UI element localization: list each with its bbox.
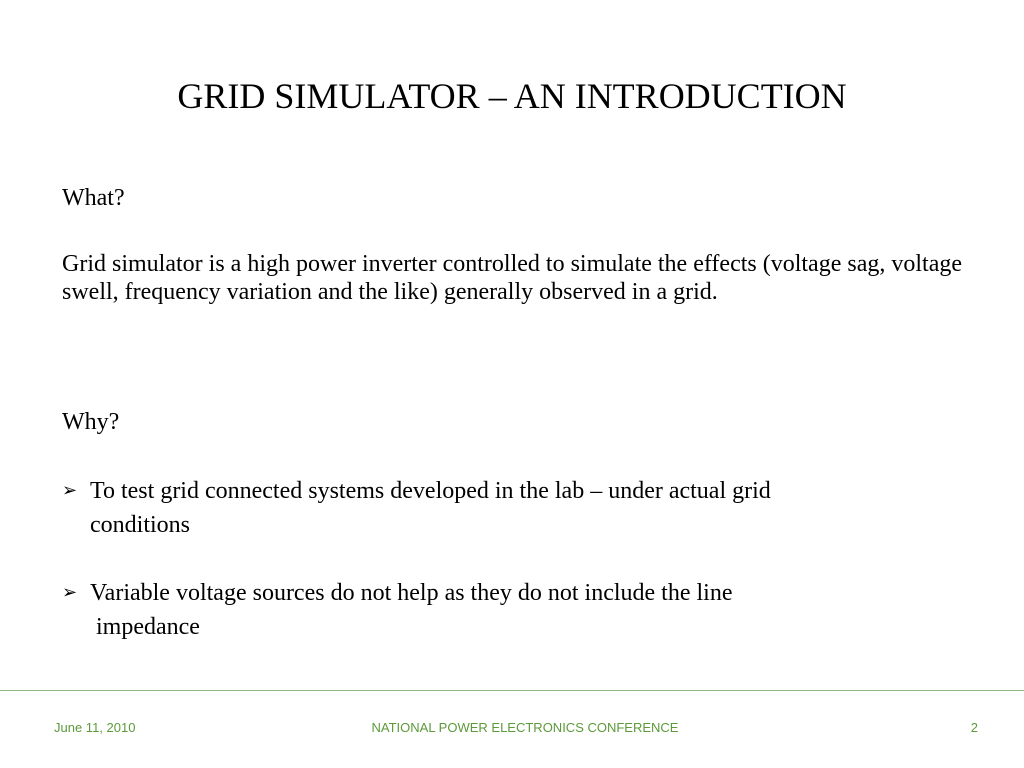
footer-divider	[0, 690, 1024, 691]
what-heading: What?	[62, 185, 125, 211]
bullet-item-2	[62, 576, 962, 644]
bullet-text-line: Variable voltage sources do not help as they do not include the line	[90, 580, 733, 606]
arrow-bullet-icon: ➢	[62, 480, 78, 501]
bullet-item-1	[62, 474, 962, 542]
slide-title: GRID SIMULATOR – AN INTRODUCTION	[177, 76, 847, 116]
bullet-text-line: To test grid connected systems developed in the lab – under actual grid	[90, 478, 771, 504]
arrow-bullet-icon: ➢	[62, 582, 78, 603]
bullet-text-continuation: conditions	[90, 512, 190, 538]
footer-date: June 11, 2010	[54, 720, 136, 735]
definition-paragraph: Grid simulator is a high power inverter controlled to simulate the effects (voltage sag, voltage swell, frequency variation and the like) generally observed in a grid.	[62, 251, 962, 305]
bullet-text-continuation: impedance	[96, 614, 200, 640]
why-heading: Why?	[62, 409, 120, 435]
footer-conference-name: NATIONAL POWER ELECTRONICS CONFERENCE	[371, 720, 679, 735]
footer-page-number: 2	[970, 720, 978, 735]
